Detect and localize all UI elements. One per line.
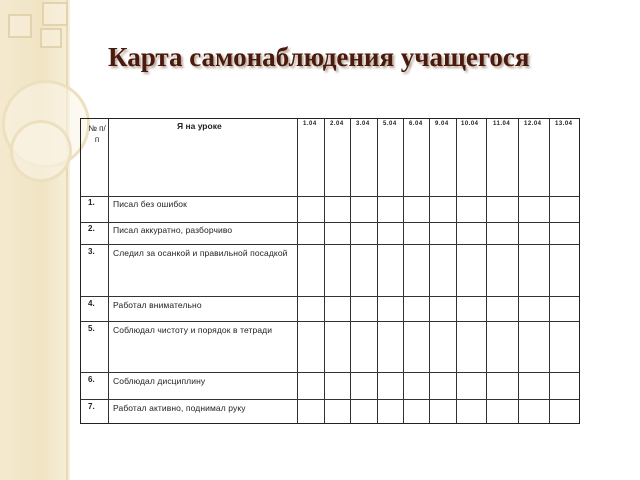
grid-line <box>81 244 579 245</box>
grid-line <box>429 119 430 423</box>
row-criterion: Соблюдал чистоту и порядок в тетради <box>113 325 273 335</box>
grid-line <box>377 119 378 423</box>
date-header: 12.04 <box>524 121 542 127</box>
grid-line <box>518 119 519 423</box>
grid-line <box>549 119 550 423</box>
date-header: 11.04 <box>493 121 511 127</box>
row-number: 5. <box>88 324 95 333</box>
self-observation-table <box>80 118 580 424</box>
date-header: 10.04 <box>461 121 479 127</box>
row-criterion: Соблюдал дисциплину <box>113 376 206 386</box>
date-header: 1.04 <box>303 121 317 127</box>
date-header: 9.04 <box>435 121 449 127</box>
decorative-square <box>40 28 62 48</box>
date-header: 3.04 <box>356 121 370 127</box>
decorative-square <box>8 14 32 38</box>
date-header: 6.04 <box>409 121 423 127</box>
grid-line <box>297 119 298 423</box>
grid-line <box>81 296 579 297</box>
row-criterion: Писал без ошибок <box>113 199 187 209</box>
grid-line <box>350 119 351 423</box>
row-number: 7. <box>88 402 95 411</box>
decorative-line <box>66 0 68 480</box>
grid-line <box>486 119 487 423</box>
decorative-square <box>42 2 68 26</box>
header-lesson: Я на уроке <box>177 121 222 131</box>
row-number: 4. <box>88 299 95 308</box>
row-number: 1. <box>88 198 95 207</box>
row-criterion: Следил за осанкой и правильной посадкой <box>113 248 288 258</box>
decorative-circle <box>10 120 72 182</box>
grid-line <box>81 321 579 322</box>
date-header: 13.04 <box>555 121 573 127</box>
date-header: 5.04 <box>383 121 397 127</box>
decorative-side-strip <box>0 0 70 480</box>
page-title: Карта самонаблюдения учащегося <box>108 42 530 72</box>
grid-line <box>403 119 404 423</box>
row-criterion: Работал активно, поднимал руку <box>113 403 246 413</box>
date-header: 2.04 <box>330 121 344 127</box>
row-criterion: Писал аккуратно, разборчиво <box>113 225 233 235</box>
header-number: № п/п <box>88 124 106 144</box>
row-criterion: Работал внимательно <box>113 300 202 310</box>
grid-line <box>81 372 579 373</box>
row-number: 2. <box>88 224 95 233</box>
grid-line <box>456 119 457 423</box>
grid-line <box>324 119 325 423</box>
grid-line <box>81 399 579 400</box>
grid-line <box>108 119 109 423</box>
grid-line <box>81 196 579 197</box>
row-number: 3. <box>88 247 95 256</box>
grid-line <box>81 222 579 223</box>
row-number: 6. <box>88 375 95 384</box>
